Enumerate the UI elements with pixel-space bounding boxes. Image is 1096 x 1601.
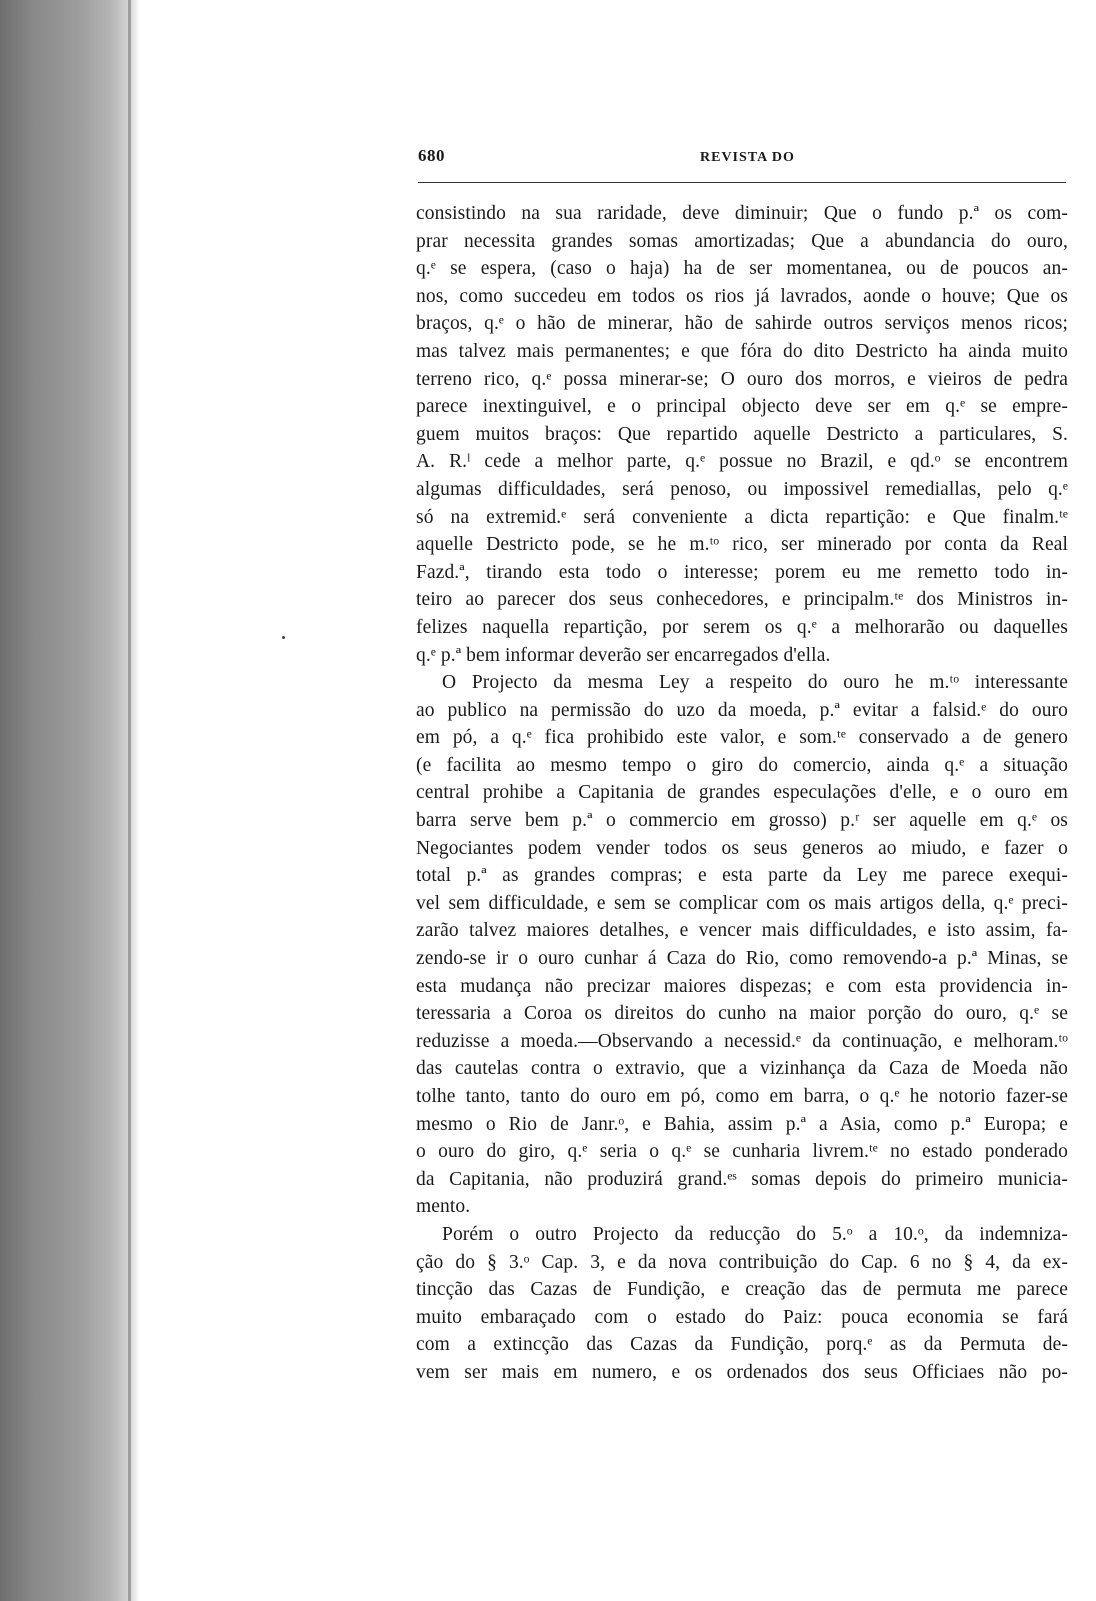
text-line: vel sem difficuldade, e sem se complicar com os mais artigos della, q.ᵉ preci- — [416, 892, 1068, 914]
text-line: parece inextinguivel, e o principal objecto deve ser em q.ᵉ se empre- — [416, 396, 1068, 418]
running-title: REVISTA DO — [700, 150, 795, 165]
scan-gutter-shadow — [0, 0, 140, 1601]
text-line: das cautelas contra o extravio, que a vizinhança da Caza de Moeda não — [416, 1058, 1068, 1080]
text-line: O Projecto da mesma Ley a respeito do ouro he m.ᵗᵒ interessante — [442, 672, 1068, 694]
text-line: terreno rico, q.ᵉ possa minerar-se; O ouro dos morros, e vieiros de pedra — [416, 368, 1068, 390]
page-header — [418, 146, 1068, 176]
text-line: tolhe tanto, tanto do ouro em pó, como em barra, o q.ᵉ he notorio fazer-se — [416, 1086, 1068, 1107]
text-line: o ouro do giro, q.ᵉ seria o q.ᵉ se cunharia livrem.ᵗᵉ no estado ponderado — [416, 1141, 1068, 1163]
text-line: vem ser mais em numero, e os ordenados dos seus Officiaes não po- — [416, 1361, 1068, 1383]
text-line: tincção das Cazas de Fundição, e creação das de permuta me parece — [416, 1279, 1068, 1301]
text-line: algumas difficuldades, será penoso, ou impossivel remediallas, pelo q.ᵉ — [416, 478, 1068, 500]
text-line: da Capitania, não produzirá grand.ᵉˢ somas depois do primeiro municia- — [416, 1168, 1068, 1190]
text-line: guem muitos braços: Que repartido aquelle Destricto a particulares, S. — [416, 423, 1068, 445]
header-rule — [418, 182, 1066, 183]
text-line: ção do § 3.ᵒ Cap. 3, e da nova contribuição do Cap. 6 no § 4, da ex- — [416, 1251, 1068, 1273]
text-line: A. R.ˡ cede a melhor parte, q.ᵉ possue no Brazil, e qd.ᵒ se encontrem — [416, 451, 1068, 473]
text-line: muito embaraçado com o estado do Paiz: pouca economia se fará — [416, 1306, 1068, 1328]
text-line: zendo-se ir o ouro cunhar á Caza do Rio, como removendo-a p.ª Minas, se — [416, 948, 1068, 970]
text-line: com a extincção das Cazas da Fundição, porq.ᵉ as da Permuta de- — [416, 1334, 1068, 1356]
text-line: prar necessita grandes somas amortizadas; Que a abundancia do ouro, — [416, 230, 1068, 252]
body-text — [416, 200, 1068, 1387]
text-line: só na extremid.ᵉ será conveniente a dicta repartição: e Que finalm.ᵗᵉ — [416, 506, 1068, 528]
text-line: barra serve bem p.ª o commercio em grosso) p.ʳ ser aquelle em q.ᵉ os — [416, 810, 1068, 832]
text-line: braços, q.ᵉ o hão de minerar, hão de sahirde outros serviços menos ricos; — [416, 313, 1068, 335]
text-line: mento. — [416, 1196, 471, 1218]
page-number: 680 — [418, 146, 445, 165]
text-line: Fazd.ª, tirando esta todo o interesse; porem eu me remetto todo in- — [416, 561, 1068, 583]
scan-speck — [282, 636, 285, 639]
text-line: (e facilita ao mesmo tempo o giro do comercio, ainda q.ᵉ a situação — [416, 754, 1068, 776]
text-line: q.ᵉ p.ª bem informar deverão ser encarregados d'ella. — [416, 644, 831, 666]
text-line: reduzisse a moeda.—Observando a necessid.ᵉ da continuação, e melhoram.ᵗᵒ — [416, 1030, 1068, 1052]
text-line: em pó, a q.ᵉ fica prohibido este valor, e som.ᵗᵉ conservado a de genero — [416, 727, 1068, 749]
text-line: zarão talvez maiores detalhes, e vencer mais difficuldades, e isto assim, fa- — [416, 920, 1068, 942]
scan-binding-line — [128, 0, 131, 1601]
text-line: q.ᵉ se espera, (caso o haja) ha de ser momentanea, ou de poucos an- — [416, 258, 1068, 280]
text-line: central prohibe a Capitania de grandes especulações d'elle, e o ouro em — [416, 782, 1068, 804]
text-line: nos, como succedeu em todos os rios já lavrados, aonde o houve; Que os — [416, 285, 1068, 307]
text-line: teressaria a Coroa os direitos do cunho na maior porção do ouro, q.ᵉ se — [416, 1003, 1068, 1025]
text-line: felizes naquella repartição, por serem os q.ᵉ a melhorarão ou daquelles — [416, 616, 1068, 638]
text-line: consistindo na sua raridade, deve diminuir; Que o fundo p.ª os com- — [416, 203, 1068, 224]
text-line: Negociantes podem vender todos os seus generos ao miudo, e fazer o — [416, 837, 1068, 859]
text-line: aquelle Destricto pode, se he m.ᵗᵒ rico, ser minerado por conta da Real — [416, 534, 1068, 556]
text-line: total p.ª as grandes compras; e esta parte da Ley me parece exequi- — [416, 865, 1068, 887]
text-line: mas talvez mais permanentes; e que fóra do dito Destricto ha ainda muito — [416, 340, 1068, 362]
text-line: teiro ao parecer dos seus conhecedores, e principalm.ᵗᵉ dos Ministros in- — [416, 589, 1068, 611]
text-line: ao publico na permissão do uzo da moeda, p.ª evitar a falsid.ᵉ do ouro — [416, 699, 1068, 721]
text-line: esta mudança não precizar maiores dispezas; e com esta providencia in- — [416, 975, 1068, 997]
text-line: mesmo o Rio de Janr.ᵒ, e Bahia, assim p.ª a Asia, como p.ª Europa; e — [416, 1113, 1068, 1135]
text-line: Porém o outro Projecto da reducção do 5.ᵒ a 10.ᵒ, da indemniza- — [442, 1223, 1068, 1245]
